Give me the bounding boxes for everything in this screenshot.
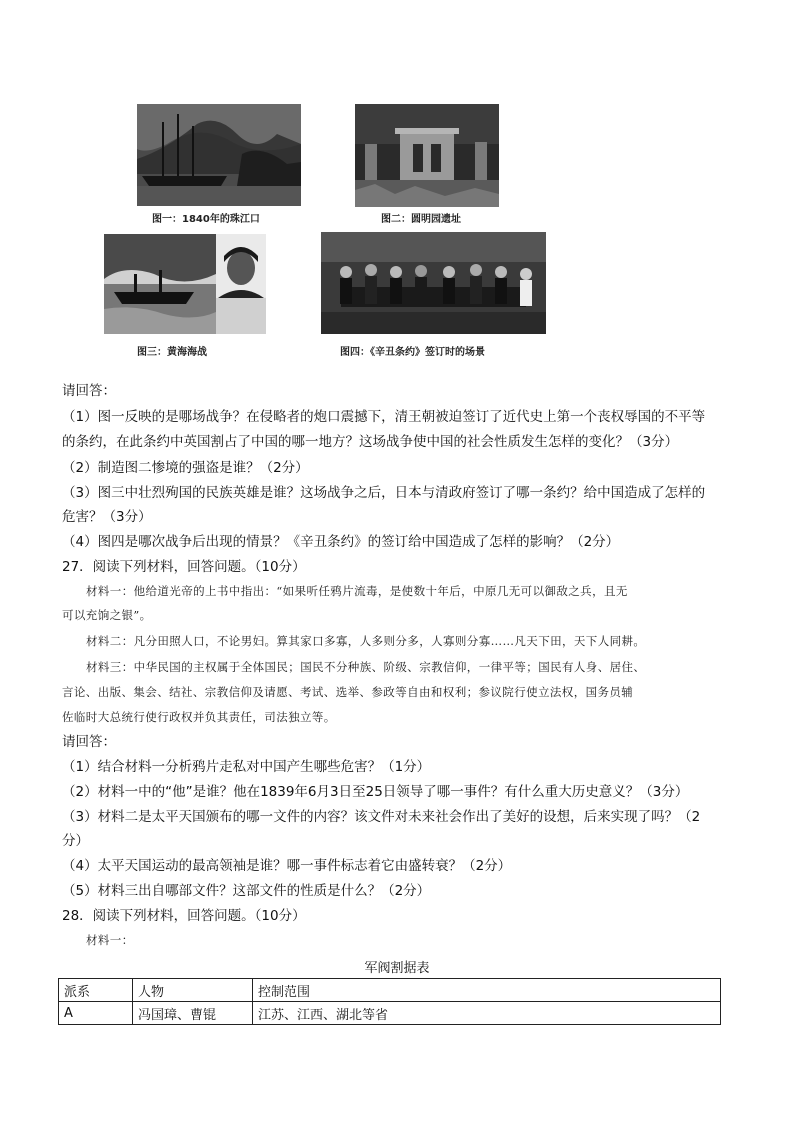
q27-prompt: 请回答： — [62, 734, 116, 750]
q28-material-label: 材料一： — [86, 933, 134, 947]
q26-line-1: （1）图一反映的是哪场战争？在侵略者的炮口震撼下，清王朝被迫签订了近代史上第一个丧权辱国的不平等 — [62, 409, 706, 425]
figure-3-photo — [104, 234, 266, 334]
q27-material-2: 材料二：凡分田照人口，不论男妇。算其家口多寡，人多则分多，人寡则分寡……凡天下田，天下人同耕。 — [86, 634, 646, 648]
q26-line-5: 危害？（3分） — [62, 509, 152, 525]
q27-heading: 27．阅读下列材料，回答问题。（10分） — [62, 559, 306, 575]
figure-1-photo — [137, 104, 301, 206]
table-header-cell: 人物 — [133, 979, 253, 1002]
figure-2-photo — [355, 104, 499, 207]
q27-line-6: （5）材料三出自哪部文件？这部文件的性质是什么？（2分） — [62, 883, 431, 899]
table-header-cell: 派系 — [59, 979, 133, 1002]
figure-3-caption: 图三：黄海海战 — [137, 347, 207, 358]
q26-line-4: （3）图三中壮烈殉国的民族英雄是谁？这场战争之后，日本与清政府签订了哪一条约？给中国造成了怎样的 — [62, 485, 706, 501]
q26-prompt: 请回答： — [62, 383, 116, 399]
table-header-row — [59, 979, 721, 1002]
figure-2-caption: 图二：圆明园遗址 — [381, 214, 461, 225]
table-cell: A — [59, 1002, 133, 1025]
table-cell: 冯国璋、曹锟 — [133, 1002, 253, 1025]
figure-1-caption: 图一：1840年的珠江口 — [152, 214, 260, 225]
warlord-table — [58, 978, 721, 1025]
q27-material-3-line-1: 材料三：中华民国的主权属于全体国民；国民不分种族、阶级、宗教信仰，一律平等；国民有人身、居住、 — [86, 660, 646, 674]
q26-line-3: （2）制造图二惨境的强盗是谁？（2分） — [62, 460, 309, 476]
table-row — [59, 1002, 721, 1025]
q27-line-1: （1）结合材料一分析鸦片走私对中国产生哪些危害？（1分） — [62, 759, 431, 775]
q27-material-1-line-1: 材料一：他给道光帝的上书中指出：“如果听任鸦片流毒，是使数十年后，中原几无可以御敌之兵，且无 — [86, 584, 628, 598]
table-header-cell: 控制范围 — [253, 979, 721, 1002]
q28-heading: 28．阅读下列材料，回答问题。（10分） — [62, 908, 306, 924]
table-cell: 江苏、江西、湖北等省 — [253, 1002, 721, 1025]
q27-line-3: （3）材料二是太平天国颁布的哪一文件的内容？该文件对未来社会作出了美好的设想，后来实现了吗？（2 — [62, 809, 701, 825]
q26-line-2: 的条约，在此条约中英国割占了中国的哪一地方？这场战争使中国的社会性质发生怎样的变化？（3分） — [62, 434, 679, 450]
q26-line-6: （4）图四是哪次战争后出现的情景？《辛丑条约》的签订给中国造成了怎样的影响？（2分） — [62, 534, 620, 550]
q27-line-5: （4）太平天国运动的最高领袖是谁？哪一事件标志着它由盛转衰？（2分） — [62, 858, 512, 874]
q27-material-3-line-2: 言论、出版、集会、结社、宗教信仰及请愿、考试、选举、参政等自由和权利；参议院行使立法权，国务员辅 — [62, 685, 634, 699]
figure-4-caption: 图四：《辛丑条约》签订时的场景 — [340, 347, 485, 358]
q27-material-3-line-3: 佐临时大总统行使行政权并负其责任，司法独立等。 — [62, 710, 336, 724]
q27-line-2: （2）材料一中的“他”是谁？他在1839年6月3日至25日领导了哪一事件？有什么重大历史意义？（3分） — [62, 784, 689, 800]
q27-material-1-line-2: 可以充饷之银”。 — [62, 608, 152, 622]
figure-4-photo — [321, 232, 546, 334]
table-title: 军阀割据表 — [364, 961, 430, 976]
q27-line-4: 分） — [62, 833, 89, 849]
